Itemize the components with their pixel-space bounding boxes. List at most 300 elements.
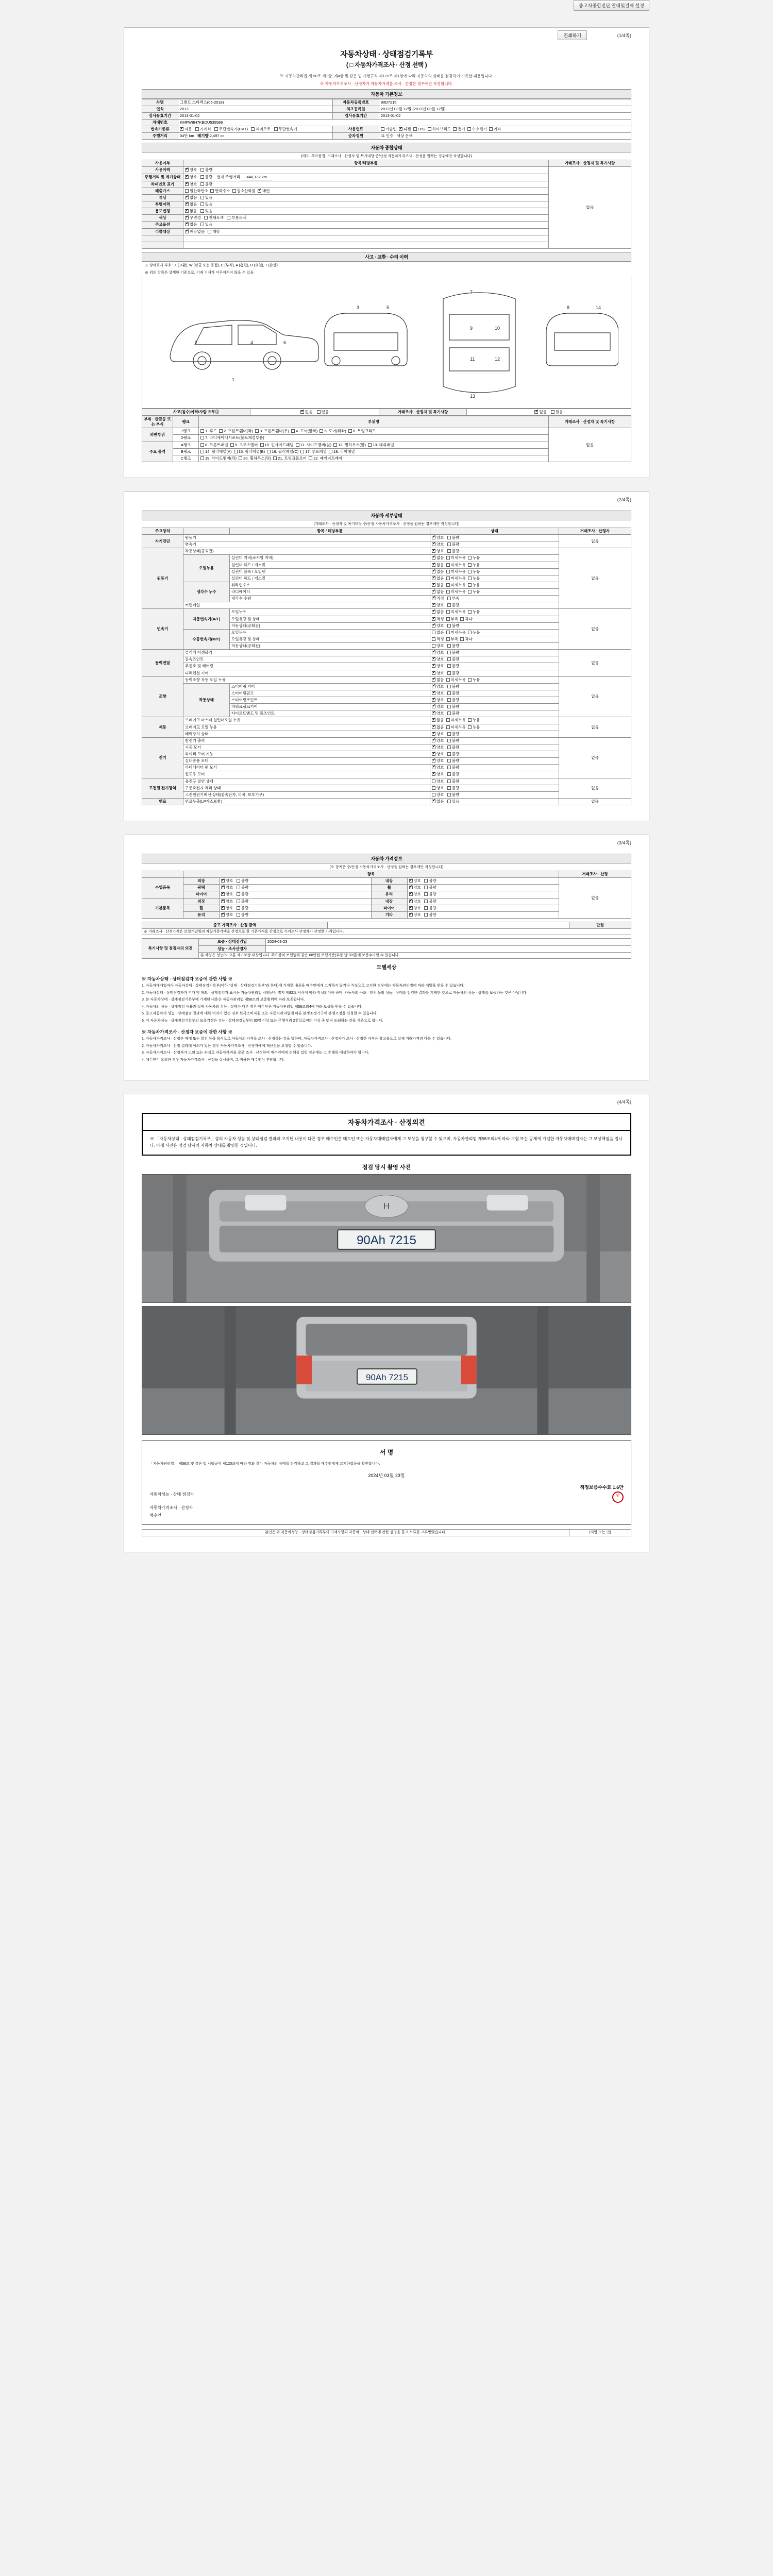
checkbox-head-micro[interactable] xyxy=(446,563,450,567)
checkbox-door-rl[interactable] xyxy=(320,429,323,433)
opts-window-motor[interactable] xyxy=(430,771,559,778)
checkbox-front-panel[interactable] xyxy=(200,443,204,447)
checkbox-exterior-bad[interactable] xyxy=(237,879,240,883)
checkbox-hybrid[interactable] xyxy=(428,127,431,131)
checkbox-steering-gear-bad[interactable] xyxy=(447,685,451,688)
opts-selfdiag-trans[interactable] xyxy=(430,541,559,548)
checkbox-pillar-a[interactable] xyxy=(200,450,204,453)
label-inspection2: 검사유효기간 xyxy=(333,112,379,119)
checkbox-hvbatt-good[interactable] xyxy=(432,786,435,790)
checkbox-color-full[interactable] xyxy=(204,216,208,219)
checkbox-brakeoil-none[interactable] xyxy=(432,725,435,729)
checkbox-psoil-micro[interactable] xyxy=(446,678,450,682)
checkbox-windowmotor-good[interactable] xyxy=(432,772,435,776)
checkbox-radiator-micro[interactable] xyxy=(446,590,450,594)
checkbox-radfan-good[interactable] xyxy=(432,766,435,769)
item-block-oilpan: 실린더 블록 / 오일팬 xyxy=(230,568,430,575)
opt-coolant-low: 부족 xyxy=(451,596,460,601)
opts-tierod[interactable] xyxy=(430,710,559,717)
row-opts-vinmark[interactable] xyxy=(183,181,549,188)
part-package-tray: 22. 패키지트레이 xyxy=(313,455,343,461)
checkbox-psoil-leak[interactable] xyxy=(468,678,472,682)
checkbox-at-leak-leak[interactable] xyxy=(468,610,472,614)
checkbox-basic1-good[interactable] xyxy=(221,900,225,903)
opts-basic-5[interactable]: ✔ 양호 불량 xyxy=(220,911,372,918)
price-amount-table xyxy=(142,922,631,936)
opts-clutch[interactable] xyxy=(430,650,559,656)
checkbox-radiator-none[interactable] xyxy=(432,590,435,594)
row-opts-tuning[interactable] xyxy=(183,194,549,201)
signature-date: 2024년 03월 23일 xyxy=(368,1473,405,1479)
checkbox-basic3-bad[interactable] xyxy=(237,906,240,910)
checkbox-head-none[interactable] xyxy=(432,563,435,567)
opts-radiator[interactable] xyxy=(430,589,559,596)
opts-at-operation[interactable] xyxy=(430,622,559,629)
opts-wiper[interactable] xyxy=(430,751,559,758)
label-basic-4: 타이어 xyxy=(371,905,407,911)
checkbox-side-member-r[interactable] xyxy=(200,456,204,460)
checkbox-tierod-bad[interactable] xyxy=(447,711,451,715)
checkbox-at-leak-micro[interactable] xyxy=(446,610,450,614)
opts-tire[interactable]: ✔ 양호 불량 xyxy=(220,891,372,898)
value-color: 은색 xyxy=(405,133,413,139)
checkbox-mileage-good[interactable] xyxy=(185,175,189,179)
checkbox-waterhose-micro[interactable] xyxy=(446,583,450,587)
opts-commonrail[interactable] xyxy=(430,602,559,609)
checkbox-mt-op-good[interactable] xyxy=(432,644,435,648)
checkbox-diesel[interactable] xyxy=(399,127,402,131)
frame-rankb-items[interactable] xyxy=(199,448,549,455)
opts-propshaft[interactable] xyxy=(430,663,559,670)
opts-mt-oilstate[interactable] xyxy=(430,636,559,642)
checkbox-mt-leak-leak[interactable] xyxy=(468,631,472,634)
checkbox-ev[interactable] xyxy=(453,127,457,131)
checkbox-hood[interactable] xyxy=(200,429,204,433)
checkbox-head2-none[interactable] xyxy=(432,577,435,580)
checkbox-brakeoil-micro[interactable] xyxy=(446,725,450,729)
opts-steering-joint[interactable] xyxy=(430,697,559,704)
checkbox-chargeport-bad[interactable] xyxy=(447,779,451,783)
checkbox-vin-good[interactable] xyxy=(185,182,189,186)
checkbox-mt-op-bad[interactable] xyxy=(447,644,451,648)
checkbox-alternator-good[interactable] xyxy=(432,739,435,742)
checkbox-manual[interactable] xyxy=(195,127,199,131)
checkbox-wheel-good[interactable] xyxy=(409,886,413,889)
opts-psoil-leak[interactable] xyxy=(430,676,559,683)
checkbox-engine-idle-good[interactable] xyxy=(432,549,435,553)
photo-caption: 점검 당시 촬영 사진 xyxy=(362,1164,411,1171)
checkbox-at-oil-ok[interactable] xyxy=(432,617,435,621)
label-polish: 광택 xyxy=(183,885,220,891)
checkbox-basic3-good[interactable] xyxy=(221,906,225,910)
checkbox-at-oil-low[interactable] xyxy=(446,617,450,621)
top-link[interactable]: 중고차종합진단 안내및결제 설정 xyxy=(574,0,649,11)
checkbox-gasoline[interactable] xyxy=(381,127,384,131)
opts-fuel-leak[interactable] xyxy=(430,798,559,805)
checkbox-head-leak[interactable] xyxy=(468,563,472,567)
checkbox-mt-oil-ok[interactable] xyxy=(432,637,435,641)
label-tire: 타이어 xyxy=(183,891,220,898)
checkbox-cross-member[interactable] xyxy=(230,443,234,447)
checkbox-wheelhouse-f[interactable] xyxy=(333,443,337,447)
opts-starter[interactable] xyxy=(430,744,559,751)
opt-master-leak: 누유 xyxy=(472,718,480,723)
checkbox-recall-yes[interactable] xyxy=(208,230,211,233)
th-items: 항목/해당부품 xyxy=(183,160,549,167)
opts-polish[interactable]: ✔ 양호 불량 xyxy=(220,885,372,891)
car-diagram-svg xyxy=(155,278,618,407)
checkbox-coolant-ok[interactable] xyxy=(432,597,435,600)
checkbox-flood-yes[interactable] xyxy=(317,410,321,414)
checkbox-interior-bad[interactable] xyxy=(424,879,428,883)
checkbox-psoil-none[interactable] xyxy=(432,678,435,682)
opts-engine-idle[interactable] xyxy=(430,548,559,555)
checkbox-special-yes[interactable] xyxy=(200,202,204,206)
row-opts-usage[interactable] xyxy=(183,167,549,174)
checkbox-at-op-good[interactable] xyxy=(432,624,435,628)
checkbox-wheelhouse-r[interactable] xyxy=(239,456,242,460)
checkbox-master-none[interactable] xyxy=(432,718,435,722)
checkbox-usage-bad[interactable] xyxy=(200,168,204,172)
opts-basic-2[interactable]: ✔ 양호 불량 xyxy=(407,898,559,905)
checkbox-at-op-bad[interactable] xyxy=(447,624,451,628)
checkbox-commonrail-bad[interactable] xyxy=(447,603,451,607)
opts-charge-port[interactable] xyxy=(430,778,559,785)
checkbox-glass-good[interactable] xyxy=(409,892,413,896)
checkbox-cvt2[interactable] xyxy=(274,127,278,131)
opts-at-leak[interactable] xyxy=(430,609,559,616)
checkbox-polish-good[interactable] xyxy=(221,886,225,889)
opts-master-cyl[interactable] xyxy=(430,717,559,724)
checkbox-power-crank-good[interactable] xyxy=(432,705,435,708)
opts-mt-operation[interactable] xyxy=(430,643,559,650)
opts-cvjoint[interactable] xyxy=(430,656,559,663)
opts-power-crank-gear[interactable] xyxy=(430,704,559,710)
checkbox-pillar-c[interactable] xyxy=(267,450,271,453)
stamp-icon: 인 xyxy=(612,1492,624,1503)
checkbox-polish-bad[interactable] xyxy=(237,886,240,889)
svg-text:H: H xyxy=(383,1201,390,1211)
opt-steering-gear-good: 양호 xyxy=(436,684,444,689)
frame-rankc-items[interactable] xyxy=(199,455,549,462)
checkbox-flood-none[interactable] xyxy=(300,410,304,414)
opts-steering-gear[interactable] xyxy=(430,683,559,690)
checkbox-booster-bad[interactable] xyxy=(447,732,451,736)
checkbox-at-leak-none[interactable] xyxy=(432,610,435,614)
item-power-crank-gear: 파워크랭크기어 xyxy=(230,704,430,710)
item-head-gasket: 실린더 헤드 / 개스킷 xyxy=(230,562,430,568)
checkbox-blower-good[interactable] xyxy=(432,759,435,762)
checkbox-blower-bad[interactable] xyxy=(447,759,451,762)
checkbox-tierod-good[interactable] xyxy=(432,711,435,715)
checkbox-radiator-leak[interactable] xyxy=(468,590,472,594)
opts-steering-pump[interactable] xyxy=(430,690,559,697)
checkbox-diffgear-good[interactable] xyxy=(432,671,435,675)
checkbox-usechange-yes[interactable] xyxy=(200,209,204,213)
checkbox-clutch-good[interactable] xyxy=(432,651,435,654)
checkbox-head2-micro[interactable] xyxy=(446,577,450,580)
row-opts-color[interactable] xyxy=(183,215,549,222)
transmission-options[interactable] xyxy=(178,126,333,133)
item-rocker-cover: 실린더 커버(로커암 커버) xyxy=(230,555,430,562)
checkbox-steering-pump-good[interactable] xyxy=(432,691,435,695)
checkbox-propshaft-bad[interactable] xyxy=(447,664,451,668)
checkbox-hc[interactable] xyxy=(210,189,214,193)
opts-interior[interactable]: ✔ 양호 불량 xyxy=(407,878,559,885)
checkbox-color-original[interactable] xyxy=(185,216,189,219)
opts-blower[interactable] xyxy=(430,758,559,765)
checkbox-rocker-none[interactable] xyxy=(432,556,435,560)
opt-diffgear-bad: 불량 xyxy=(451,670,460,675)
checkbox-color-partial[interactable] xyxy=(227,216,230,219)
opts-hv-wiring[interactable] xyxy=(430,791,559,798)
opt-mt-leak-micro: 미세누유 xyxy=(450,630,466,635)
checkbox-basic5-good[interactable] xyxy=(221,913,225,917)
checkbox-tuning-none[interactable] xyxy=(185,196,189,199)
checkbox-wheel-bad[interactable] xyxy=(424,886,428,889)
checkbox-steering-pump-bad[interactable] xyxy=(447,691,451,695)
print-button[interactable]: 인쇄하기 xyxy=(558,30,587,40)
checkbox-propshaft-good[interactable] xyxy=(432,664,435,668)
checkbox-exterior-good[interactable] xyxy=(221,879,225,883)
checkbox-auto[interactable] xyxy=(180,127,183,131)
item-wiper: 와이퍼 모터 기능 xyxy=(183,751,430,758)
opts-waterhose[interactable] xyxy=(430,582,559,588)
opt-steering-gear-bad: 불량 xyxy=(451,684,460,689)
checkbox-basic6-good[interactable] xyxy=(409,913,413,917)
checkbox-mt-oil-over[interactable] xyxy=(460,637,464,641)
checkbox-inside-panel[interactable] xyxy=(260,443,264,447)
checkbox-appraiser-none[interactable] xyxy=(534,410,538,414)
checkbox-smoke[interactable] xyxy=(258,189,261,193)
label-price-amount: 중고 가격조사 · 산정 금액 xyxy=(142,922,328,928)
checkbox-block-none[interactable] xyxy=(432,570,435,573)
opts-alternator[interactable] xyxy=(430,737,559,744)
opts-coolant-amount[interactable] xyxy=(430,596,559,602)
opt-at-op-bad: 불량 xyxy=(451,623,460,628)
checkbox-engine-idle-bad[interactable] xyxy=(447,549,451,553)
checkbox-basic4-bad[interactable] xyxy=(424,906,428,910)
overall-state-table xyxy=(142,160,631,249)
opts-basic-1[interactable]: ✔ 양호 불량 xyxy=(220,898,372,905)
checkbox-dash-panel[interactable] xyxy=(368,443,372,447)
checkbox-selfdiag-engine-bad[interactable] xyxy=(447,536,451,539)
checkbox-fender-r[interactable] xyxy=(255,429,259,433)
checkbox-tire-bad[interactable] xyxy=(237,892,240,896)
accident-note-1: ※ 상태표시 부호 : X (교환), W (판금 또는 용접), C (부식), A (흠집), U (요철), T (손상) xyxy=(142,262,631,269)
checkbox-master-leak[interactable] xyxy=(468,718,472,722)
checkbox-side-member-f[interactable] xyxy=(296,443,299,447)
checkbox-cvt[interactable] xyxy=(214,127,218,131)
row-opts-special[interactable] xyxy=(183,201,549,208)
checkbox-vin-bad[interactable] xyxy=(200,182,204,186)
checkbox-lpg[interactable] xyxy=(413,127,417,131)
checkbox-mt-oil-low[interactable] xyxy=(446,637,450,641)
row-opts-recall[interactable] xyxy=(183,228,549,235)
checkbox-tire-good[interactable] xyxy=(221,892,225,896)
checkbox-hvbatt-bad[interactable] xyxy=(447,786,451,790)
checkbox-windowmotor-bad[interactable] xyxy=(447,772,451,776)
checkbox-mt-leak-none[interactable] xyxy=(432,631,435,634)
opts-booster[interactable] xyxy=(430,731,559,737)
opts-block-oilpan[interactable] xyxy=(430,568,559,575)
checkbox-block-micro[interactable] xyxy=(446,570,450,573)
row-opts-emission[interactable] xyxy=(183,188,549,194)
checkbox-etc-fuel[interactable] xyxy=(489,127,493,131)
checkbox-door-fl[interactable] xyxy=(291,429,295,433)
checkbox-head2-leak[interactable] xyxy=(468,577,472,580)
checkbox-hvwire-good[interactable] xyxy=(432,793,435,796)
notice-1-item-5: 6. 이 자동차성능 · 상태점검기록부의 보증기간은 성능 · 상태점검일부터 30일 이상 또는 주행거리 2천킬로미터 이상 중 먼저 도래하는 것을 기준으로 합니다. xyxy=(142,1019,383,1023)
price-remark-value: 없음 xyxy=(559,878,631,919)
checkbox-radiator-support[interactable] xyxy=(200,436,204,439)
opt-mileage-good: 양호 xyxy=(190,174,197,179)
opts-hv-battery[interactable] xyxy=(430,785,559,791)
checkbox-selfdiag-trans-bad[interactable] xyxy=(447,543,451,546)
checkbox-rear-panel[interactable] xyxy=(329,450,332,453)
opts-basic-3[interactable]: ✔ 양호 불량 xyxy=(220,905,372,911)
th-rank: 랭크 xyxy=(173,416,199,428)
checkbox-booster-good[interactable] xyxy=(432,732,435,736)
checkbox-commonrail-good[interactable] xyxy=(432,603,435,607)
opts-rocker-cover[interactable] xyxy=(430,555,559,562)
checkbox-alternator-bad[interactable] xyxy=(447,739,451,742)
checkbox-rocker-micro[interactable] xyxy=(446,556,450,560)
checkbox-waterhose-leak[interactable] xyxy=(468,583,472,587)
checkbox-roof-panel[interactable] xyxy=(300,450,304,453)
checkbox-steering-gear-good[interactable] xyxy=(432,685,435,688)
checkbox-chargeport-good[interactable] xyxy=(432,779,435,783)
opts-at-oilstate[interactable] xyxy=(430,616,559,622)
checkbox-nox[interactable] xyxy=(232,189,236,193)
checkbox-semiauto[interactable] xyxy=(251,127,255,131)
checkbox-hydrogen[interactable] xyxy=(467,127,471,131)
opt-brakeoil-leak: 누유 xyxy=(472,724,480,730)
checkbox-starter-bad[interactable] xyxy=(447,745,451,749)
part-inside-panel: 10. 인사이드패널 xyxy=(264,442,294,447)
checkbox-recall-na[interactable] xyxy=(185,230,189,233)
th-detail-status: 상태 xyxy=(430,528,559,534)
opts-selfdiag-engine[interactable] xyxy=(430,535,559,541)
outer-rank2-items[interactable] xyxy=(199,435,549,442)
frame-ranka-items[interactable] xyxy=(199,442,549,448)
opts-radiator-fan[interactable] xyxy=(430,765,559,771)
checkbox-fuelleak-none[interactable] xyxy=(432,800,435,803)
detail-state-table xyxy=(142,528,631,805)
checkbox-special-none[interactable] xyxy=(185,202,189,206)
row-opts-usechange[interactable] xyxy=(183,208,549,215)
checkbox-basic2-bad[interactable] xyxy=(424,900,428,903)
opt-selfdiag-trans-good: 양호 xyxy=(436,542,444,547)
opts-flood-history[interactable] xyxy=(250,409,379,415)
checkbox-diffgear-bad[interactable] xyxy=(447,671,451,675)
opts-diffgear[interactable] xyxy=(430,670,559,676)
checkbox-selfdiag-trans-good[interactable] xyxy=(432,543,435,546)
th-detail-item: 항목 / 해당부품 xyxy=(230,528,430,534)
checkbox-fender-l[interactable] xyxy=(219,429,223,433)
checkbox-trunk-floor[interactable] xyxy=(273,456,277,460)
checkbox-co[interactable] xyxy=(185,189,189,193)
checkbox-starter-good[interactable] xyxy=(432,745,435,749)
checkbox-wiper-good[interactable] xyxy=(432,752,435,756)
checkbox-usechange-none[interactable] xyxy=(185,209,189,213)
checkbox-cvjoint-good[interactable] xyxy=(432,657,435,661)
checkbox-selfdiag-engine-good[interactable] xyxy=(432,536,435,539)
opt-clutch-good: 양호 xyxy=(436,650,444,655)
checkbox-mt-leak-micro[interactable] xyxy=(446,631,450,634)
group-electric: 전기 xyxy=(142,737,183,778)
checkbox-usage-good[interactable] xyxy=(185,168,189,172)
checkbox-master-micro[interactable] xyxy=(446,718,450,722)
opts-head-gasket2[interactable] xyxy=(430,575,559,582)
checkbox-rocker-leak[interactable] xyxy=(468,556,472,560)
checkbox-pillar-b[interactable] xyxy=(234,450,238,453)
checkbox-block-leak[interactable] xyxy=(468,570,472,573)
checkbox-package-tray[interactable] xyxy=(309,456,312,460)
notice-1-item-2: 3. 본 자동차상태 · 상태점검기록부에 기재된 내용은 자동차관리법 제58조의 보증범위에 따라 보증됩니다. xyxy=(142,998,305,1002)
checkbox-basic4-good[interactable] xyxy=(409,906,413,910)
checkbox-tuning-yes[interactable] xyxy=(200,196,204,199)
row-opts-mileage[interactable] xyxy=(183,174,549,181)
checkbox-waterhose-none[interactable] xyxy=(432,583,435,587)
opts-basic-6[interactable]: ✔ 양호 불량 xyxy=(407,911,559,918)
part-pillar-b: 15. 필러패널(B) xyxy=(238,449,265,454)
item-alternator: 발전기 출력 xyxy=(183,737,430,744)
checkbox-mileage-bad[interactable] xyxy=(200,175,204,179)
checkbox-steering-joint-bad[interactable] xyxy=(447,698,451,702)
checkbox-coolant-low[interactable] xyxy=(447,597,451,600)
checkbox-basic5-bad[interactable] xyxy=(237,913,240,917)
opt-block-none: 없음 xyxy=(436,569,444,574)
opts-head-gasket[interactable] xyxy=(430,562,559,568)
checkbox-glass-bad[interactable] xyxy=(424,892,428,896)
opts-basic-4[interactable]: ✔ 양호 불량 xyxy=(407,905,559,911)
checkbox-wiper-bad[interactable] xyxy=(447,752,451,756)
checkbox-hvwire-bad[interactable] xyxy=(447,793,451,796)
checkbox-basic6-bad[interactable] xyxy=(424,913,428,917)
checkbox-interior-good[interactable] xyxy=(409,879,413,883)
opts-wheel[interactable]: ✔ 양호 불량 xyxy=(407,885,559,891)
value-price-amount[interactable] xyxy=(328,922,569,928)
checkbox-cvjoint-bad[interactable] xyxy=(447,657,451,661)
opt-at-oil-ok: 적정 xyxy=(436,616,444,621)
checkbox-fuelleak-yes[interactable] xyxy=(447,800,451,803)
checkbox-basic2-good[interactable] xyxy=(409,900,413,903)
row-label-emission: 배출가스 xyxy=(142,188,183,194)
checkbox-options-yes[interactable] xyxy=(200,223,204,226)
remark-powertrain: 없음 xyxy=(559,650,631,677)
checkbox-steering-joint-good[interactable] xyxy=(432,698,435,702)
checkbox-trunklid[interactable] xyxy=(348,429,352,433)
checkbox-power-crank-bad[interactable] xyxy=(447,705,451,708)
fuel-options[interactable] xyxy=(379,126,631,133)
checkbox-appraiser-yes[interactable] xyxy=(551,410,554,414)
opt-head-micro: 미세누유 xyxy=(450,562,466,567)
opts-mt-leak[interactable] xyxy=(430,629,559,636)
opts-brake-oil[interactable] xyxy=(430,724,559,731)
checkbox-clutch-bad[interactable] xyxy=(447,651,451,654)
outer-rank1-items[interactable] xyxy=(199,428,549,435)
checkbox-brakeoil-leak[interactable] xyxy=(468,725,472,729)
checkbox-basic1-bad[interactable] xyxy=(237,900,240,903)
opts-exterior[interactable]: ✔ 양호 불량 xyxy=(220,878,372,885)
row-opts-options[interactable] xyxy=(183,222,549,228)
checkbox-options-none[interactable] xyxy=(185,223,189,226)
checkbox-at-oil-over[interactable] xyxy=(460,617,464,621)
checkbox-radfan-bad[interactable] xyxy=(447,766,451,769)
opts-glass[interactable]: ✔ 양호 불량 xyxy=(407,891,559,898)
opts-appraiser-remark[interactable] xyxy=(467,409,631,415)
